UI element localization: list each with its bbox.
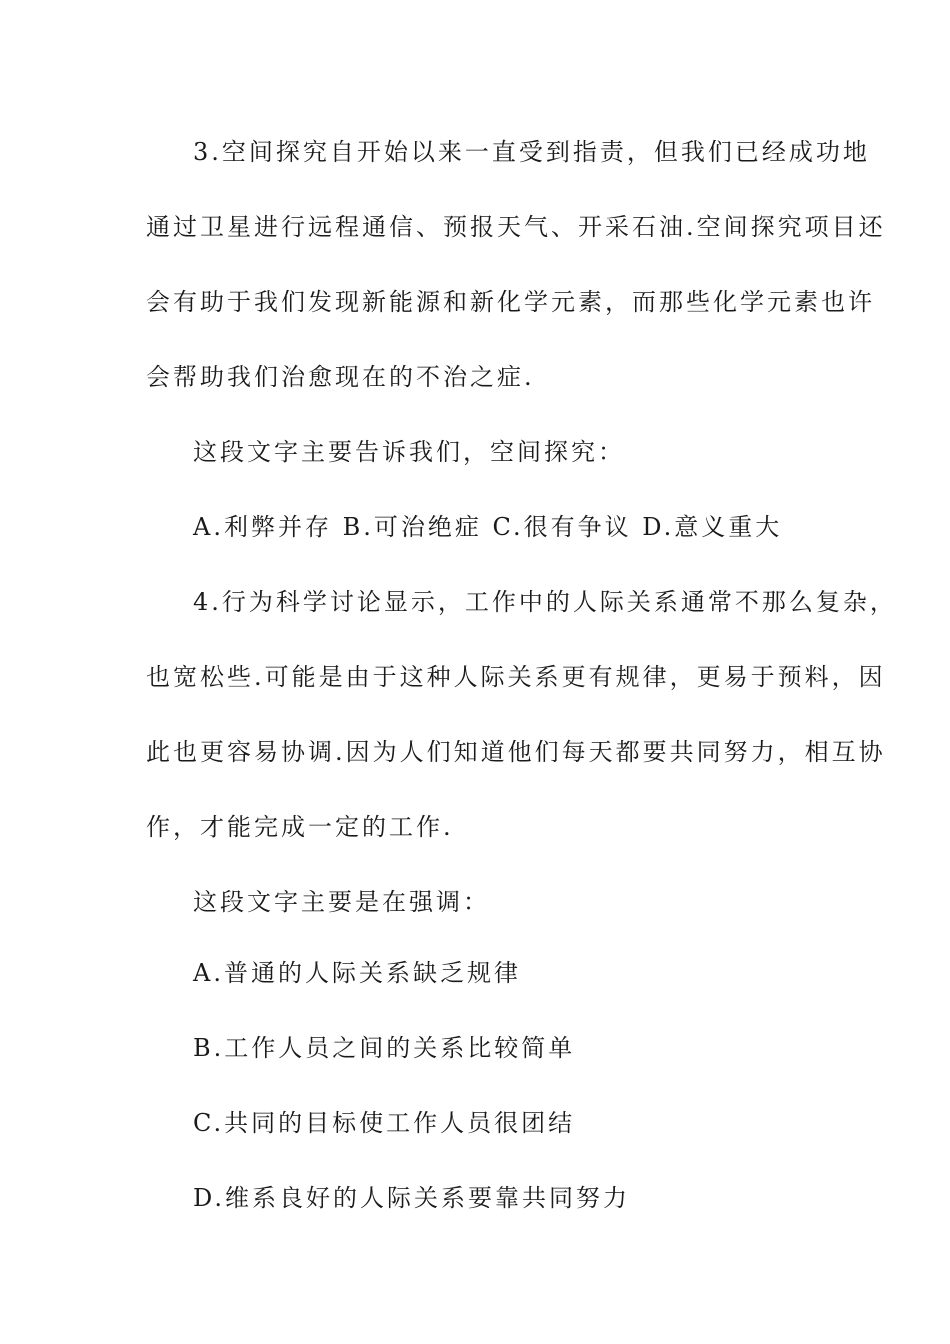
q4-question: 这段文字主要是在强调： [193, 888, 490, 916]
q4-passage-line-2: 也宽松些.可能是由于这种人际关系更有规律，更易于预料，因 [146, 663, 886, 691]
q4-option-d: D.维系良好的人际关系要靠共同努力 [193, 1184, 631, 1212]
q3-passage-line-2: 通过卫星进行远程通信、预报天气、开采石油.空间探究项目还 [146, 213, 886, 241]
q4-option-b: B.工作人员之间的关系比较简单 [193, 1034, 576, 1062]
q3-passage-line-4: 会帮助我们治愈现在的不治之症. [146, 363, 535, 391]
q3-question: 这段文字主要告诉我们，空间探究： [193, 438, 625, 466]
q4-passage-line-1: 4.行为科学讨论显示，工作中的人际关系通常不那么复杂， [193, 588, 897, 616]
q4-passage-line-3: 此也更容易协调.因为人们知道他们每天都要共同努力，相互协 [146, 738, 886, 766]
q4-option-c: C.共同的目标使工作人员很团结 [193, 1109, 576, 1137]
q3-passage-line-1: 3.空间探究自开始以来一直受到指责，但我们已经成功地 [193, 138, 870, 166]
q3-passage-line-3: 会有助于我们发现新能源和新化学元素，而那些化学元素也许 [146, 288, 875, 316]
q3-options: A.利弊并存 B.可治绝症 C.很有争议 D.意义重大 [193, 513, 783, 541]
q4-passage-line-4: 作，才能完成一定的工作. [146, 813, 454, 841]
q4-option-a: A.普通的人际关系缺乏规律 [193, 959, 521, 987]
